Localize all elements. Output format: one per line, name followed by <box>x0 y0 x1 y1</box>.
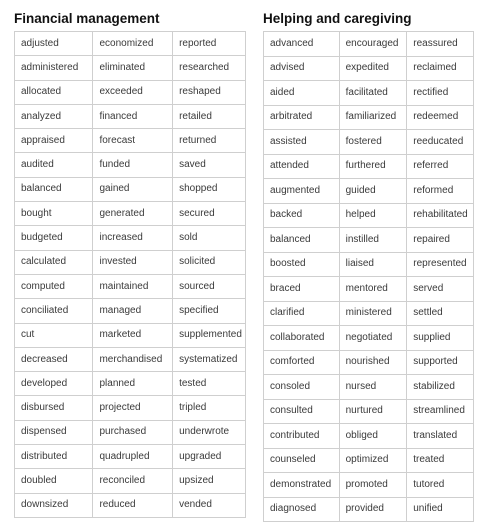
word-table <box>263 31 474 522</box>
word-cell: purchased <box>93 420 173 444</box>
word-cell: audited <box>15 153 93 177</box>
financial-management-panel <box>14 11 246 518</box>
word-cell: fostered <box>339 130 407 155</box>
word-cell: represented <box>407 252 474 277</box>
word-cell: managed <box>93 299 173 323</box>
table-row <box>15 420 246 444</box>
word-cell: downsized <box>15 493 93 517</box>
word-cell: vended <box>173 493 246 517</box>
word-cell: helped <box>339 203 407 228</box>
word-cell: instilled <box>339 228 407 253</box>
table-row <box>15 250 246 274</box>
table-row <box>264 154 474 179</box>
word-cell: eliminated <box>93 56 173 80</box>
word-cell: reformed <box>407 179 474 204</box>
word-cell: boosted <box>264 252 340 277</box>
word-cell: settled <box>407 301 474 326</box>
word-cell: upgraded <box>173 445 246 469</box>
word-cell: demonstrated <box>264 473 340 498</box>
word-cell: researched <box>173 56 246 80</box>
word-cell: sold <box>173 226 246 250</box>
word-cell: nursed <box>339 375 407 400</box>
table-row <box>264 179 474 204</box>
word-cell: saved <box>173 153 246 177</box>
table-row <box>264 424 474 449</box>
word-cell: facilitated <box>339 81 407 106</box>
word-cell: reconciled <box>93 469 173 493</box>
table-row <box>15 129 246 153</box>
table-row <box>15 469 246 493</box>
table-row <box>15 177 246 201</box>
table-row <box>264 203 474 228</box>
word-cell: quadrupled <box>93 445 173 469</box>
word-cell: clarified <box>264 301 340 326</box>
table-row <box>264 326 474 351</box>
word-cell: increased <box>93 226 173 250</box>
word-cell: calculated <box>15 250 93 274</box>
table-row <box>264 130 474 155</box>
word-cell: encouraged <box>339 32 407 57</box>
table-row <box>15 274 246 298</box>
word-cell: invested <box>93 250 173 274</box>
word-cell: reassured <box>407 32 474 57</box>
word-cell: upsized <box>173 469 246 493</box>
word-cell: contributed <box>264 424 340 449</box>
word-cell: advised <box>264 56 340 81</box>
word-cell: nurtured <box>339 399 407 424</box>
table-row <box>264 277 474 302</box>
table-row <box>264 497 474 522</box>
word-cell: retailed <box>173 104 246 128</box>
table-row <box>264 228 474 253</box>
word-cell: ministered <box>339 301 407 326</box>
word-cell: rehabilitated <box>407 203 474 228</box>
word-cell: forecast <box>93 129 173 153</box>
word-cell: dispensed <box>15 420 93 444</box>
word-cell: repaired <box>407 228 474 253</box>
word-cell: bought <box>15 202 93 226</box>
word-cell: stabilized <box>407 375 474 400</box>
section-title: Financial management <box>14 11 160 26</box>
word-cell: reeducated <box>407 130 474 155</box>
word-cell: arbitrated <box>264 105 340 130</box>
word-cell: funded <box>93 153 173 177</box>
table-row <box>15 202 246 226</box>
word-cell: solicited <box>173 250 246 274</box>
word-cell: shopped <box>173 177 246 201</box>
word-cell: budgeted <box>15 226 93 250</box>
word-cell: developed <box>15 372 93 396</box>
word-cell: reshaped <box>173 80 246 104</box>
helping-caregiving-panel <box>263 11 474 522</box>
word-cell: advanced <box>264 32 340 57</box>
table-row <box>15 56 246 80</box>
word-cell: mentored <box>339 277 407 302</box>
table-row <box>264 350 474 375</box>
table-row <box>264 252 474 277</box>
word-cell: guided <box>339 179 407 204</box>
word-cell: underwrote <box>173 420 246 444</box>
table-row <box>15 445 246 469</box>
word-cell: comforted <box>264 350 340 375</box>
word-cell: exceeded <box>93 80 173 104</box>
word-cell: maintained <box>93 274 173 298</box>
word-cell: systematized <box>173 347 246 371</box>
word-cell: negotiated <box>339 326 407 351</box>
table-row <box>264 56 474 81</box>
word-table <box>14 31 246 518</box>
table-row <box>15 226 246 250</box>
word-cell: reported <box>173 32 246 56</box>
word-cell: reduced <box>93 493 173 517</box>
word-cell: supported <box>407 350 474 375</box>
word-cell: sourced <box>173 274 246 298</box>
word-cell: analyzed <box>15 104 93 128</box>
word-cell: adjusted <box>15 32 93 56</box>
word-cell: aided <box>264 81 340 106</box>
word-cell: streamlined <box>407 399 474 424</box>
word-cell: tested <box>173 372 246 396</box>
word-cell: counseled <box>264 448 340 473</box>
word-cell: liaised <box>339 252 407 277</box>
table-row <box>15 299 246 323</box>
word-cell: backed <box>264 203 340 228</box>
word-cell: projected <box>93 396 173 420</box>
word-cell: rectified <box>407 81 474 106</box>
word-cell: supplemented <box>173 323 246 347</box>
word-cell: balanced <box>264 228 340 253</box>
word-cell: specified <box>173 299 246 323</box>
table-row <box>264 473 474 498</box>
word-cell: tripled <box>173 396 246 420</box>
word-cell: generated <box>93 202 173 226</box>
table-row <box>264 448 474 473</box>
word-cell: referred <box>407 154 474 179</box>
word-cell: redeemed <box>407 105 474 130</box>
word-cell: expedited <box>339 56 407 81</box>
word-cell: disbursed <box>15 396 93 420</box>
word-cell: obliged <box>339 424 407 449</box>
word-cell: nourished <box>339 350 407 375</box>
word-cell: diagnosed <box>264 497 340 522</box>
table-row <box>264 301 474 326</box>
table-row <box>15 153 246 177</box>
word-cell: conciliated <box>15 299 93 323</box>
table-row <box>264 105 474 130</box>
word-cell: gained <box>93 177 173 201</box>
word-cell: doubled <box>15 469 93 493</box>
word-cell: tutored <box>407 473 474 498</box>
table-row <box>15 347 246 371</box>
word-cell: planned <box>93 372 173 396</box>
table-row <box>15 323 246 347</box>
table-row <box>15 493 246 517</box>
section-title: Helping and caregiving <box>263 11 412 26</box>
word-cell: provided <box>339 497 407 522</box>
word-cell: promoted <box>339 473 407 498</box>
word-cell: augmented <box>264 179 340 204</box>
word-cell: consulted <box>264 399 340 424</box>
word-cell: translated <box>407 424 474 449</box>
word-cell: braced <box>264 277 340 302</box>
word-cell: optimized <box>339 448 407 473</box>
word-cell: returned <box>173 129 246 153</box>
word-cell: distributed <box>15 445 93 469</box>
table-row <box>264 32 474 57</box>
word-cell: served <box>407 277 474 302</box>
word-cell: marketed <box>93 323 173 347</box>
table-row <box>15 104 246 128</box>
table-row <box>15 32 246 56</box>
table-row <box>264 399 474 424</box>
word-cell: financed <box>93 104 173 128</box>
table-row <box>15 80 246 104</box>
table-row <box>15 372 246 396</box>
word-cell: unified <box>407 497 474 522</box>
word-cell: allocated <box>15 80 93 104</box>
word-cell: furthered <box>339 154 407 179</box>
word-cell: attended <box>264 154 340 179</box>
word-cell: appraised <box>15 129 93 153</box>
word-cell: computed <box>15 274 93 298</box>
word-cell: administered <box>15 56 93 80</box>
word-cell: treated <box>407 448 474 473</box>
table-row <box>15 396 246 420</box>
word-cell: cut <box>15 323 93 347</box>
word-cell: reclaimed <box>407 56 474 81</box>
table-row <box>264 81 474 106</box>
word-cell: consoled <box>264 375 340 400</box>
table-row <box>264 375 474 400</box>
word-cell: balanced <box>15 177 93 201</box>
word-cell: decreased <box>15 347 93 371</box>
word-cell: familiarized <box>339 105 407 130</box>
word-cell: merchandised <box>93 347 173 371</box>
word-cell: secured <box>173 202 246 226</box>
word-cell: assisted <box>264 130 340 155</box>
word-cell: economized <box>93 32 173 56</box>
word-cell: collaborated <box>264 326 340 351</box>
word-cell: supplied <box>407 326 474 351</box>
